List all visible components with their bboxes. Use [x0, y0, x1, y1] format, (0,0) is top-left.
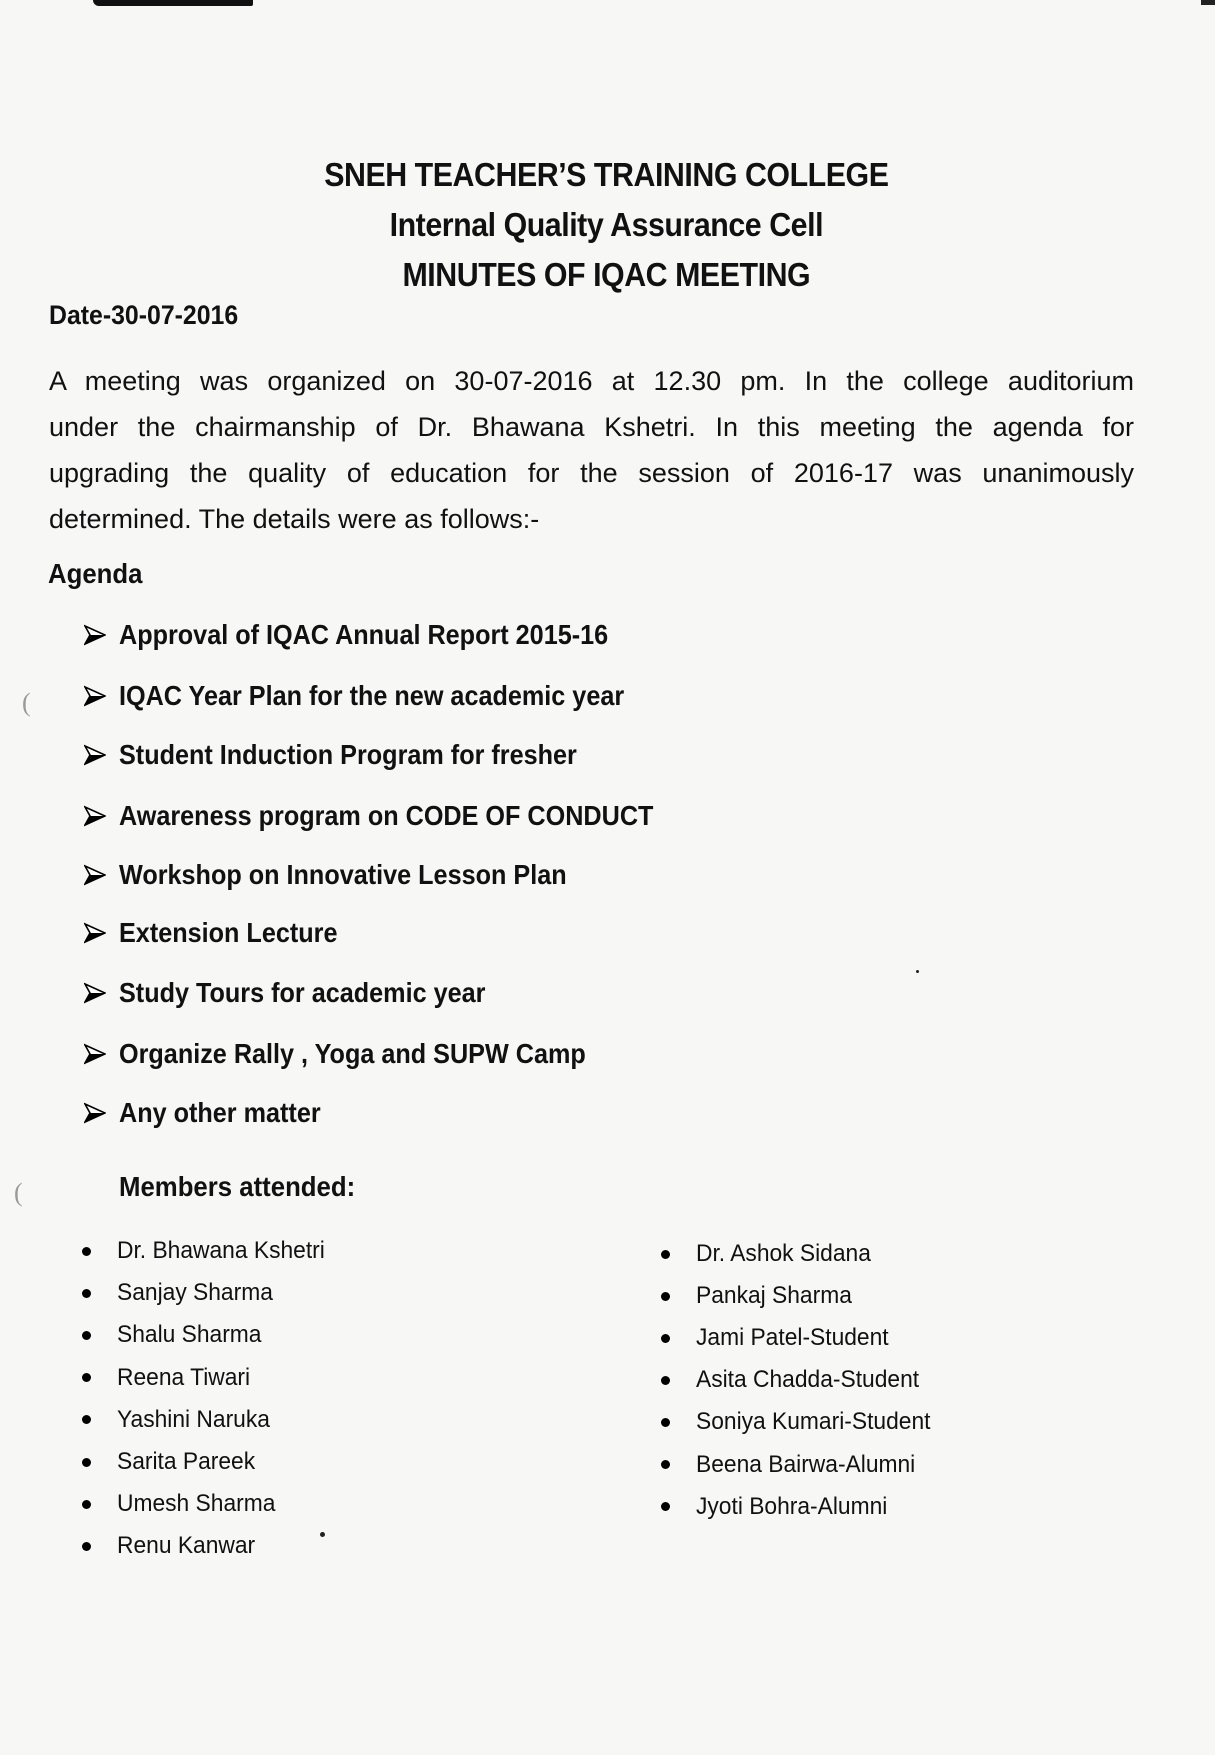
college-name: SNEH TEACHER’S TRAINING COLLEGE: [324, 156, 889, 193]
dot-bullet-icon: [82, 1331, 91, 1340]
agenda-item-text: Any other matter: [119, 1097, 321, 1128]
dot-bullet-icon: [661, 1502, 670, 1511]
dot-bullet-icon: [82, 1289, 91, 1298]
arrow-bullet-icon: [84, 744, 106, 766]
member-item: [661, 1280, 860, 1312]
meeting-date: Date-30-07-2016: [49, 300, 239, 330]
agenda-item: [84, 1093, 343, 1133]
cell-name: Internal Quality Assurance Cell: [389, 206, 824, 243]
agenda-item: [84, 615, 663, 655]
arrow-bullet-icon: [84, 922, 106, 944]
arrow-bullet-icon: [84, 805, 106, 827]
member-name: Jyoti Bohra-Alumni: [696, 1492, 888, 1520]
agenda-item: [84, 1034, 638, 1074]
agenda-item-text: Approval of IQAC Annual Report 2015-16: [119, 619, 609, 650]
member-item: [661, 1322, 899, 1354]
dot-bullet-icon: [661, 1460, 670, 1469]
dot-bullet-icon: [661, 1250, 670, 1259]
agenda-item: [84, 735, 628, 775]
dot-bullet-icon: [82, 1373, 91, 1382]
agenda-item-text: Study Tours for academic year: [119, 977, 486, 1008]
scan-artifact-mark: (: [22, 688, 31, 717]
agenda-item-text: Workshop on Innovative Lesson Plan: [119, 859, 567, 890]
scan-artifact-top: [93, 0, 253, 6]
member-name: Pankaj Sharma: [696, 1282, 852, 1310]
member-item: [82, 1319, 269, 1351]
dot-bullet-icon: [661, 1376, 670, 1385]
agenda-item: [84, 913, 362, 953]
member-item: [661, 1238, 880, 1270]
dot-bullet-icon: [82, 1247, 91, 1256]
member-name: Sarita Pareek: [117, 1448, 256, 1475]
document-title: MINUTES OF IQAC MEETING: [402, 256, 811, 293]
member-name: Reena Tiwari: [117, 1363, 251, 1391]
member-name: Renu Kanwar: [117, 1532, 256, 1560]
dot-bullet-icon: [82, 1458, 91, 1467]
dot-bullet-icon: [661, 1334, 670, 1343]
member-item: [82, 1362, 257, 1394]
member-item: [82, 1277, 281, 1309]
member-item: [82, 1404, 278, 1436]
member-item: [661, 1406, 943, 1438]
paragraph-line: A meeting was organized on 30-07-2016 at 12.30 pm. In the college auditorium: [49, 366, 1134, 396]
agenda-heading: Agenda: [48, 558, 143, 589]
member-name: Shalu Sharma: [117, 1321, 262, 1349]
member-name: Dr. Bhawana Kshetri: [117, 1237, 325, 1264]
arrow-bullet-icon: [84, 982, 106, 1004]
arrow-bullet-icon: [84, 624, 106, 646]
agenda-item-text: Awareness program on CODE OF CONDUCT: [119, 800, 654, 831]
member-name: Beena Bairwa-Alumni: [696, 1450, 916, 1478]
agenda-item-text: Extension Lecture: [119, 917, 338, 948]
dot-bullet-icon: [661, 1418, 670, 1427]
agenda-item-text: IQAC Year Plan for the new academic year: [119, 680, 625, 711]
paragraph-line: upgrading the quality of education for the session of 2016-17 was unanimously: [49, 458, 1134, 488]
member-item: [661, 1364, 931, 1396]
arrow-bullet-icon: [84, 1102, 106, 1124]
members-heading: Members attended:: [119, 1171, 356, 1202]
arrow-bullet-icon: [84, 864, 106, 886]
member-item: [661, 1449, 927, 1481]
dot-bullet-icon: [82, 1542, 91, 1551]
member-item: [82, 1530, 262, 1562]
paragraph-line: under the chairmanship of Dr. Bhawana Kshetri. In this meeting the agenda for: [49, 412, 1134, 442]
member-name: Jami Patel-Student: [696, 1324, 889, 1352]
dot-bullet-icon: [661, 1292, 670, 1301]
agenda-item: [84, 973, 526, 1013]
intro-paragraph: [49, 358, 1134, 542]
member-name: Yashini Naruka: [117, 1405, 270, 1433]
scan-artifact-corner: [1201, 0, 1215, 5]
scan-speck: [916, 970, 919, 973]
agenda-item: [84, 676, 680, 716]
member-name: Asita Chadda-Student: [696, 1366, 920, 1394]
agenda-item-text: Organize Rally , Yoga and SUPW Camp: [119, 1038, 586, 1069]
member-name: Umesh Sharma: [117, 1490, 276, 1518]
agenda-item: [84, 796, 713, 836]
dot-bullet-icon: [82, 1500, 91, 1509]
member-name: Sanjay Sharma: [117, 1279, 273, 1307]
arrow-bullet-icon: [84, 685, 106, 707]
member-item: [82, 1235, 336, 1267]
scan-speck: [320, 1532, 325, 1537]
member-item: [82, 1488, 284, 1520]
scan-artifact-mark: (: [14, 1178, 23, 1207]
arrow-bullet-icon: [84, 1043, 106, 1065]
agenda-item: [84, 855, 616, 895]
agenda-item-text: Student Induction Program for fresher: [119, 739, 577, 770]
member-item: [661, 1491, 897, 1523]
member-name: Dr. Ashok Sidana: [696, 1240, 871, 1267]
dot-bullet-icon: [82, 1415, 91, 1424]
paragraph-line: determined. The details were as follows:-: [49, 504, 540, 534]
member-name: Soniya Kumari-Student: [696, 1408, 931, 1436]
member-item: [82, 1446, 262, 1478]
